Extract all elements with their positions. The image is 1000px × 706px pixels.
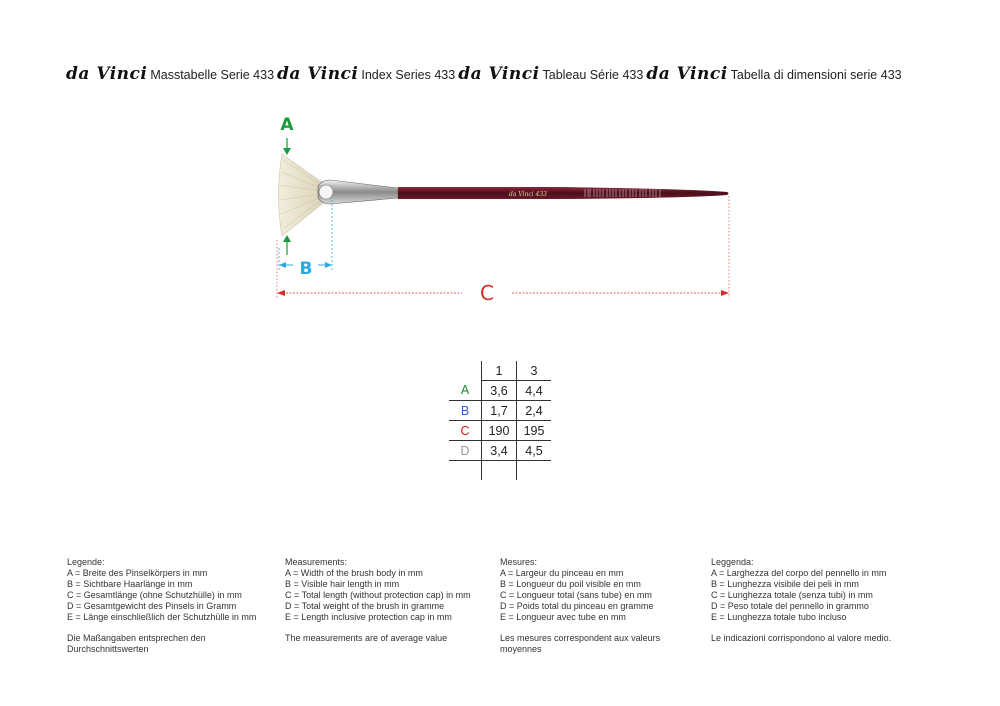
legend-title: Legende: bbox=[67, 557, 105, 567]
table-cell: 3,4 bbox=[482, 441, 517, 461]
arrow-left-icon bbox=[277, 290, 285, 296]
table-cell: 190 bbox=[482, 421, 517, 441]
legend-line: E = Lunghezza totale tubo incluso bbox=[711, 612, 847, 622]
legend-line: D = Total weight of the brush in gramme bbox=[285, 601, 445, 611]
legend-line: C = Longueur total (sans tube) en mm bbox=[500, 590, 652, 600]
row-label: A bbox=[449, 381, 482, 401]
legend-note-line: The measurements are of average value bbox=[285, 633, 448, 643]
legend-line: A = Width of the brush body in mm bbox=[285, 568, 423, 578]
table-row bbox=[449, 421, 551, 441]
da-vinci-logo: da Vinci bbox=[277, 64, 359, 84]
legend-line: B = Sichtbare Haarlänge in mm bbox=[67, 579, 193, 589]
table-cell-empty bbox=[482, 461, 517, 481]
table-cell: 4,5 bbox=[517, 441, 552, 461]
ferrule-crimp bbox=[319, 185, 333, 199]
arrow-down-icon bbox=[283, 148, 291, 155]
header-text-de: Masstabelle Serie 433 bbox=[150, 68, 275, 82]
legend-note-line: Le indicazioni corrispondono al valore medio. bbox=[711, 633, 892, 643]
legend-line: B = Visible hair length in mm bbox=[285, 579, 400, 589]
arrow-up-icon bbox=[283, 235, 291, 242]
table-row-empty bbox=[449, 461, 551, 481]
table-cell: 4,4 bbox=[517, 381, 552, 401]
legend-line: A = Breite des Pinselkörpers in mm bbox=[67, 568, 208, 578]
legend-line: A = Larghezza del corpo del pennello in mm bbox=[711, 568, 887, 578]
table-header-row bbox=[449, 361, 551, 381]
header-text-it: Tabella di dimensioni serie 433 bbox=[730, 68, 902, 82]
dimension-label-c: C bbox=[480, 281, 494, 305]
row-label: D bbox=[449, 441, 482, 461]
dimension-label-b: B bbox=[299, 259, 313, 279]
table-cell: 1,7 bbox=[482, 401, 517, 421]
legend-line: C = Gesamtlänge (ohne Schutzhülle) in mm bbox=[67, 590, 242, 600]
legend-note-line: Die Maßangaben entsprechen den bbox=[67, 633, 206, 643]
legend-line: D = Peso totale del pennello in grammo bbox=[711, 601, 869, 611]
brush-handle bbox=[398, 187, 729, 199]
arrow-right-icon bbox=[721, 290, 729, 296]
header-text-en: Index Series 433 bbox=[361, 68, 456, 82]
table-corner bbox=[449, 361, 482, 381]
legend-line: A = Largeur du pinceau en mm bbox=[500, 568, 624, 578]
legend-line: D = Gesamtgewicht des Pinsels in Gramm bbox=[67, 601, 237, 611]
da-vinci-logo: da Vinci bbox=[646, 64, 728, 84]
column-header: 1 bbox=[482, 361, 517, 381]
row-label: C bbox=[449, 421, 482, 441]
legend-line: B = Lunghezza visibile dei peli in mm bbox=[711, 579, 859, 589]
legend-note bbox=[285, 633, 471, 644]
brush-diagram bbox=[0, 0, 1000, 330]
legend-it bbox=[711, 557, 891, 644]
legend-line: D = Poids total du pinceau en gramme bbox=[500, 601, 654, 611]
legend-note bbox=[711, 633, 891, 644]
legend-note-line: Durchschnittswerten bbox=[67, 644, 149, 654]
table-cell: 3,6 bbox=[482, 381, 517, 401]
legend-line: E = Länge einschließlich der Schutzhülle in mm bbox=[67, 612, 257, 622]
legend-note bbox=[500, 633, 660, 655]
column-header: 3 bbox=[517, 361, 552, 381]
legend-note-line: moyennes bbox=[500, 644, 542, 654]
dimension-label-a: A bbox=[280, 115, 294, 135]
legend-note bbox=[67, 633, 256, 655]
legend-fr bbox=[500, 557, 660, 655]
header-text-fr: Tableau Série 433 bbox=[542, 68, 644, 82]
table-row bbox=[449, 401, 551, 421]
dimensions-table bbox=[449, 361, 551, 480]
legend-line: C = Total length (without protection cap) in mm bbox=[285, 590, 471, 600]
legend-note-line: Les mesures correspondent aux valeurs bbox=[500, 633, 661, 643]
legend-title: Leggenda: bbox=[711, 557, 754, 567]
table-row bbox=[449, 441, 551, 461]
table-cell-empty bbox=[517, 461, 552, 481]
legend-title: Measurements: bbox=[285, 557, 348, 567]
legend-title: Mesures: bbox=[500, 557, 538, 567]
brush-imprint: da Vinci 433 bbox=[509, 191, 547, 198]
legend-de bbox=[67, 557, 256, 655]
table-cell: 2,4 bbox=[517, 401, 552, 421]
row-label: B bbox=[449, 401, 482, 421]
legend-line: E = Length inclusive protection cap in mm bbox=[285, 612, 452, 622]
table-cell-empty bbox=[449, 461, 482, 481]
legend-en bbox=[285, 557, 471, 644]
legend-line: E = Longueur avec tube en mm bbox=[500, 612, 626, 622]
table-cell: 195 bbox=[517, 421, 552, 441]
arrow-right-icon bbox=[325, 262, 332, 268]
arrow-left-icon bbox=[279, 262, 286, 268]
da-vinci-logo: da Vinci bbox=[458, 64, 540, 84]
legend-line: B = Longueur du poil visible en mm bbox=[500, 579, 641, 589]
legend-line: C = Lunghezza totale (senza tubi) in mm bbox=[711, 590, 873, 600]
da-vinci-logo: da Vinci bbox=[66, 64, 148, 84]
table-row bbox=[449, 381, 551, 401]
